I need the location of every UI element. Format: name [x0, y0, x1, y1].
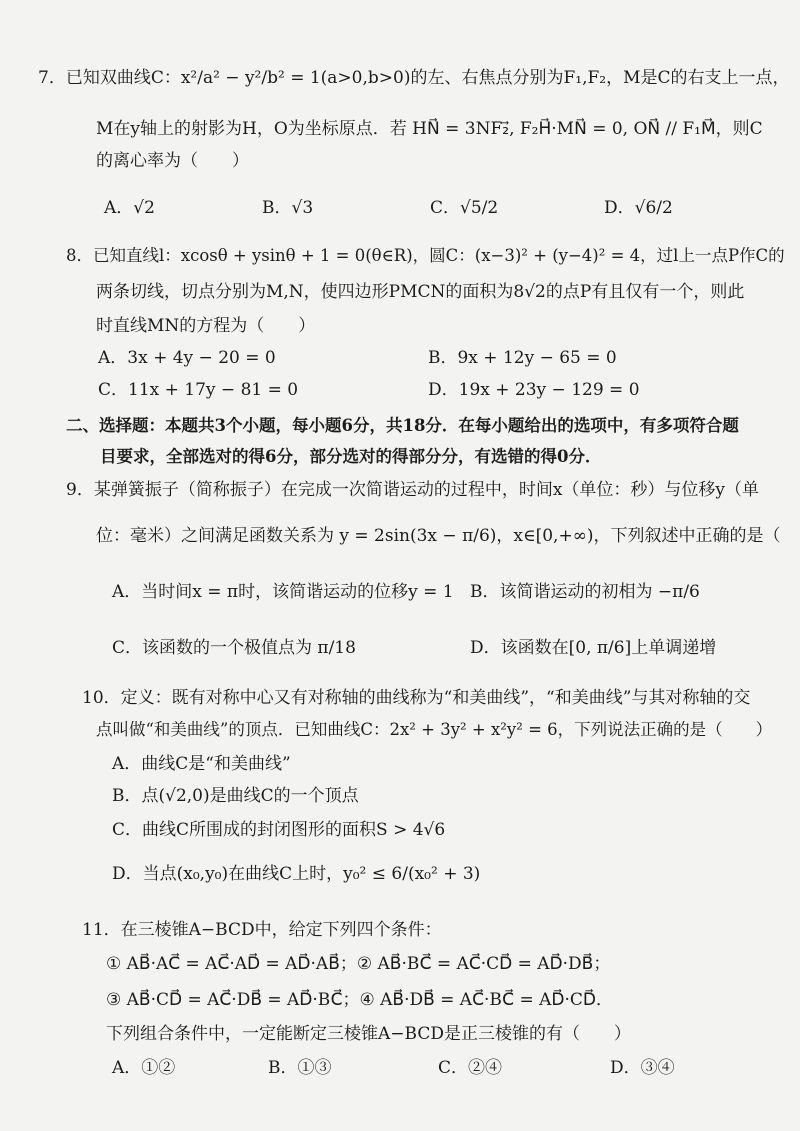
q10-option-c: C．曲线C所围成的封闭图形的面积S > 4√6	[112, 820, 446, 840]
q9-line2: 位：毫米）之间满足函数关系为 y = 2sin(3x − π/6)，x∈[0,+∞)，下列叙述中正确的是（	[96, 526, 781, 546]
q11-option-a: A．①②	[112, 1058, 176, 1078]
q7-line1: 7．已知双曲线C：x²/a² − y²/b² = 1(a>0,b>0)的左、右焦点分别为F₁,F₂，M是C的右支上一点，	[38, 68, 790, 88]
q10-line1: 10．定义：既有对称中心又有对称轴的曲线称为“和美曲线”，“和美曲线”与其对称轴的交	[82, 688, 751, 708]
section2-heading-line2: 目要求，全部选对的得6分，部分选对的得部分分，有选错的得0分．	[100, 447, 602, 466]
q11-option-d: D．③④	[610, 1058, 675, 1078]
q10-option-a: A．曲线C是“和美曲线”	[112, 754, 291, 774]
q7-option-b: B．√3	[262, 198, 314, 218]
section2-heading-line1: 二、选择题：本题共3个小题，每小题6分，共18分．在每小题给出的选项中，有多项符合题	[66, 416, 739, 435]
q7-line2: M在y轴上的射影为H，O为坐标原点．若 HN⃗ = 3NF₂⃗, F₂H⃗·MN⃗ = 0, ON⃗ // F₁M⃗，则C	[96, 119, 763, 139]
q8-option-d: D．19x + 23y − 129 = 0	[428, 380, 640, 400]
q8-option-c: C．11x + 17y − 81 = 0	[98, 380, 299, 400]
q8-line1: 8．已知直线l：xcosθ + ysinθ + 1 = 0(θ∈R)，圆C：(x−3)² + (y−4)² = 4，过l上一点P作C的	[66, 246, 785, 265]
q8-option-b: B．9x + 12y − 65 = 0	[428, 348, 617, 368]
q9-option-d: D．该函数在[0, π/6]上单调递增	[470, 638, 717, 658]
q8-line2: 两条切线，切点分别为M,N，使四边形PMCN的面积为8√2的点P有且仅有一个，则此	[96, 282, 745, 302]
q7-option-d: D．√6/2	[604, 198, 673, 218]
q11-option-b: B．①③	[268, 1058, 332, 1078]
q7-option-a: A．√2	[104, 198, 155, 218]
q9-option-b: B．该简谐运动的初相为 −π/6	[470, 582, 700, 602]
q9-option-c: C．该函数的一个极值点为 π/18	[112, 638, 356, 658]
q8-option-a: A．3x + 4y − 20 = 0	[98, 348, 276, 368]
q8-line3: 时直线MN的方程为（ ）	[96, 316, 316, 336]
q9-line1: 9．某弹簧振子（简称振子）在完成一次简谐运动的过程中，时间x（单位：秒）与位移y（单	[66, 480, 760, 500]
q7-line3: 的离心率为（ ）	[96, 151, 249, 171]
q10-option-b: B．点(√2,0)是曲线C的一个顶点	[112, 786, 359, 806]
q11-line1: 11．在三棱锥A−BCD中，给定下列四个条件：	[82, 920, 442, 940]
q11-option-c: C．②④	[438, 1058, 503, 1078]
q10-option-d: D．当点(x₀,y₀)在曲线C上时，y₀² ≤ 6/(x₀² + 3)	[112, 864, 481, 884]
q11-line4: 下列组合条件中，一定能断定三棱锥A−BCD是正三棱锥的有（ ）	[106, 1024, 631, 1044]
q9-option-a: A．当时间x = π时，该简谐运动的位移y = 1	[112, 582, 454, 602]
q10-line2: 点叫做“和美曲线”的顶点．已知曲线C：2x² + 3y² + x²y² = 6，下列说法正确的是（ ）	[96, 720, 773, 739]
q7-option-c: C．√5/2	[430, 198, 499, 218]
q11-conditions-1-2: ① AB⃗·AC⃗ = AC⃗·AD⃗ = AD⃗·AB⃗；② AB⃗·BC⃗ = AC⃗·CD⃗ = AD⃗·DB⃗；	[106, 954, 611, 974]
q11-conditions-3-4: ③ AB⃗·CD⃗ = AC⃗·DB⃗ = AD⃗·BC⃗；④ AB⃗·DB⃗ = AC⃗·BC⃗ = AD⃗·CD⃗．	[106, 990, 613, 1010]
